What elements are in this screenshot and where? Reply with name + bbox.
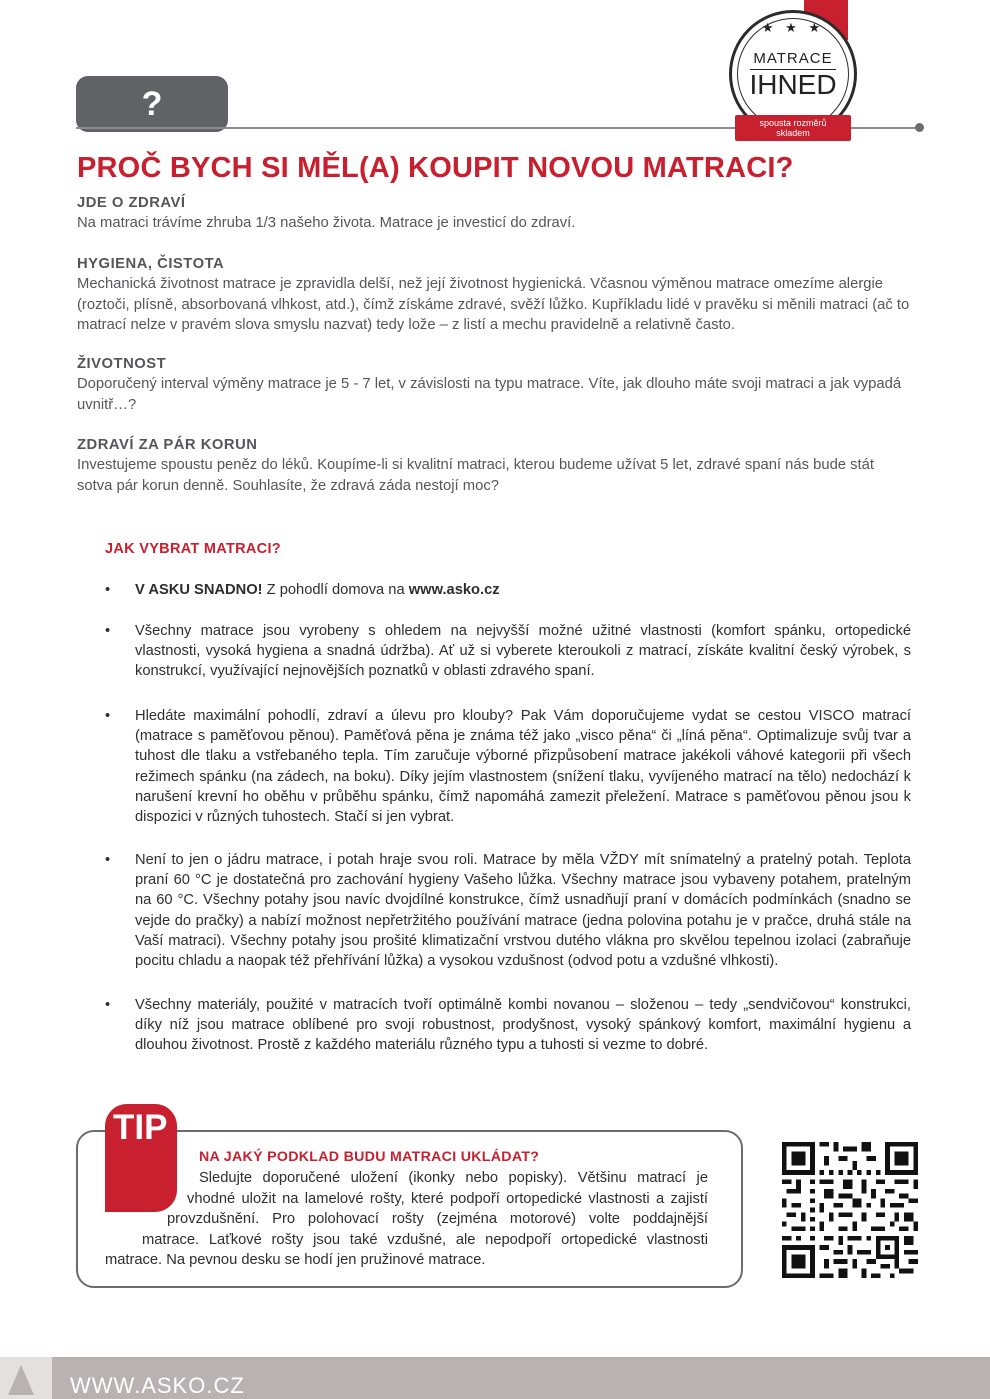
tip-label: TIP [113,1108,168,1147]
section-heading: ŽIVOTNOST [77,356,167,372]
footer-url-link[interactable]: WWW.ASKO.CZ [70,1373,245,1398]
section-line: Doporučený interval výměny matrace je 5 - 7 let, v závislosti na typu matrace. Víte, jak dlouho máte svoji matraci a jak vypadá [77,376,902,393]
bullet-icon: • [105,997,111,1013]
list-item-text: Hledáte maximální pohodlí, zdraví a úlevu pro klouby? Pak Vám doporučujeme vydat se cestou VISCO matrací (matrace s paměťovou pěnou). Paměťová pěna je známa též jako „visco pěna“ či „líná pěna“. Optimalizuje svůj tvar a tuhost dle tlaku a vstřebaného tepla. Tím zaručuje výborné přizpůsobení matrace jakékoli váhové kategorii při všech režimech spánku (na zádech, na boku). Díky jejím vlastnostem (snížení tlaku, vyvíjeného matrací na tělo) nedochází k narušení krevní ho oběhu v průběhu spánku, čímž napomáhá zamezit přeležení. Matrace s paměťovou pěnou jsou k dispozici v různých tuhostech. Stačí si jen vybrat. [135,708,911,826]
badge-ribbon-line2: skladem [776,128,810,138]
list-item-text: Z pohodlí domova na [262,582,409,598]
section-line: Mechanická životnost matrace je zpravidla delší, než její životnost hygienická. Včasnou výměnou matrace omezíme alergie [77,276,883,293]
section-health [77,193,924,234]
badge-top-text: MATRACE [753,50,833,67]
page-title: PROČ BYCH SI MĚL(A) KOUPIT NOVOU MATRACI? [77,152,794,184]
section-line: uvnitř…? [77,396,137,413]
section-heading: ZDRAVÍ ZA PÁR KORUN [77,437,258,453]
how-to-list [105,580,911,1054]
asko-triangle-icon [8,1365,34,1395]
section-line: matrací nelze v pravém slova smyslu nazvat) tedy lože – z listí a mechu pravidelně a relativně často. [77,316,735,333]
badge-ribbon-line1: spousta rozměrů [759,118,827,128]
section-line: (roztoči, plísně, absorbovaná vlhkost, atd.), čímž získáme zdravé, svěží lůžko. Kupříkladu lidé v pravěku si měnili matraci (ač to [77,296,910,313]
tip-title: NA JAKÝ PODKLAD BUDU MATRACI UKLÁDAT? [199,1149,540,1165]
bullet-icon: • [105,623,111,639]
section-hygiene [77,254,924,335]
list-item-text: Není to jen o jádru matrace, i potah hraje svou roli. Matrace by měla VŽDY mít snímatelný a pratelný potah. Teplota praní 60 °C je dostatečná pro zachování hygieny Vašeho lůžka. Všechny matrace jsou vybaveny potahem, pratelným na 60 °C. Všechny potahy jsou navíc dvojdílné konstrukce, čímž usnadňují praní v domácích podmínkách (snadno se vejde do pračky) a nabízí možnost nepřetržitého používání matrace (jedna polovina potahu je v pračce, druhá stále na Vaší matraci). Všechny potahy jsou prošité klimatizační vrstvou dutého vlákna pro skvělou tepelnou izolaci (zabraňuje pocitu chladu a naopak též přehřívání lůžka) a vysokou vzdušnost (odvod potu a vzdušné vlhkosti). [135,852,911,970]
badge-ribbon [735,115,851,141]
tip-line: provzdušnění. Pro polohovací rošty (zejména motorové) volte poddajnější [167,1211,708,1227]
section-heading: JDE O ZDRAVÍ [77,195,186,211]
header-divider-dot [915,123,924,132]
tip-line: vhodné uložit na lamelové rošty, které podpoří ortopedické vlastnosti a zajistí [187,1190,708,1207]
section-cost [77,435,924,496]
tip-line: matrace. Na pevnou desku se hodí jen pružinové matrace. [105,1252,486,1268]
section-heading: HYGIENA, ČISTOTA [77,256,225,272]
tip-line: matrace. Laťkové rošty jsou také vzdušné, ale nepodpoří ortopedické vlastnosti [142,1231,708,1248]
bullet-icon: • [105,852,111,868]
list-item-text: Všechny matrace jsou vyrobeny s ohledem na nejvyšší možné užitné vlastnosti (komfort spánku, ortopedické vlastnosti, vysoká hygiena a snadná údržba). Ať už si vyberete kteroukoli z matrací, získáte kvalitní český výrobek, s konstrukcí, využívající nejnovějších poznatků v oblasti zdravého spaní. [135,623,911,680]
asko-link[interactable]: www.asko.cz [408,582,500,598]
section-line: Na matraci trávíme zhruba 1/3 našeho života. Matrace je investicí do zdraví. [77,215,576,232]
section-lifetime [77,354,924,415]
section-line: sotva pár korun denně. Souhlasíte, že zdravá záda nestojí moc? [77,477,499,494]
badge-stars-icon: ★ ★ ★ [761,20,825,35]
list-item-text: Všechny materiály, použité v matracích tvoří optimálně kombi novanou – složenou – tedy „sendvičovou“ konstrukci, díky níž jsou matrace oblíbené pro svoji robustnost, prodyšnost, vysoký spánkový komfort, maximální hygienu a dlouhou životnost. Prostě z každého materiálu různého typu a tuhosti si vezme to dobré. [135,997,911,1054]
bullet-icon: • [105,582,111,598]
how-to-title: JAK VYBRAT MATRACI? [105,541,281,557]
list-item-strong: V ASKU SNADNO! [135,582,263,598]
badge-main-text: IHNED [749,69,837,100]
section-tab: ? [76,76,228,132]
tip-body [105,1168,708,1271]
tip-line: Sledujte doporučené uložení (ikonky nebo popisky). Většinu matrací je [199,1170,708,1186]
bullet-icon: • [105,708,111,724]
section-line: Investujeme spoustu peněz do léků. Koupíme-li si kvalitní matraci, kterou budeme užívat 5 let, zdravé spaní nás bude stát [77,457,874,474]
qr-code-icon[interactable] [782,1142,918,1278]
